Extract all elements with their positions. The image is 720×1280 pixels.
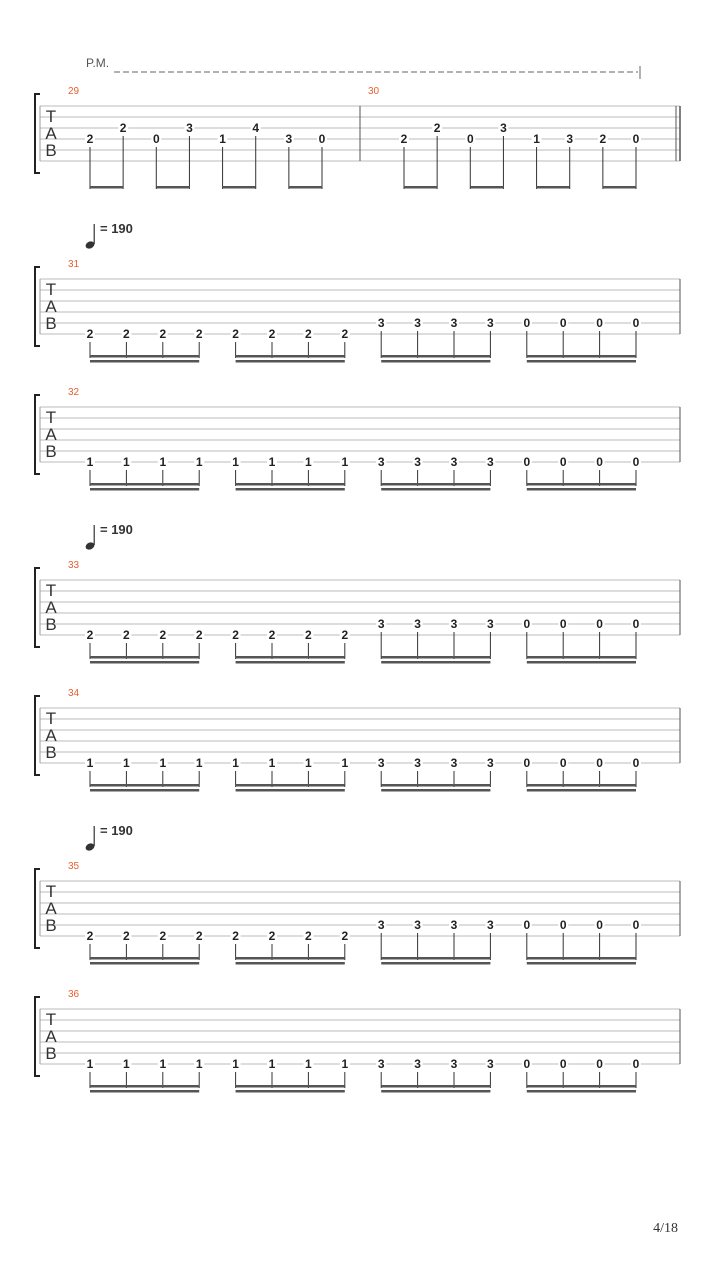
fret-number: 3 xyxy=(487,316,494,330)
fret-number: 1 xyxy=(219,132,226,146)
tab-system xyxy=(35,86,680,189)
fret-number: 2 xyxy=(268,327,276,341)
tab-clef-letter: T xyxy=(45,408,57,427)
measure xyxy=(360,86,641,189)
fret-number: 0 xyxy=(632,132,640,146)
fret-number: 3 xyxy=(414,455,421,469)
tab-clef-letter: A xyxy=(45,726,57,745)
beam xyxy=(90,186,123,189)
fret-number: 0 xyxy=(596,316,603,330)
fret-number: 1 xyxy=(305,455,312,469)
beam xyxy=(527,360,636,363)
beam xyxy=(527,661,636,664)
system-bracket xyxy=(35,267,40,346)
beam xyxy=(236,355,345,358)
beam xyxy=(90,1085,199,1088)
tab-clef-letter: T xyxy=(45,107,57,126)
fret-number: 3 xyxy=(414,1057,421,1071)
fret-number: 3 xyxy=(377,756,385,770)
fret-number: 0 xyxy=(632,918,640,932)
fret-number: 3 xyxy=(377,617,385,631)
tab-clef-letter: T xyxy=(45,882,57,901)
tab-clef-letter: B xyxy=(45,743,57,762)
fret-number: 1 xyxy=(159,756,167,770)
beam xyxy=(236,656,345,659)
fret-number: 3 xyxy=(285,132,293,146)
fret-number: 1 xyxy=(341,756,349,770)
beam xyxy=(381,784,490,787)
fret-number: 3 xyxy=(450,918,458,932)
fret-number: 0 xyxy=(596,1057,603,1071)
tab-clef-letter: B xyxy=(45,141,57,160)
beam xyxy=(381,483,490,486)
measure xyxy=(68,259,641,363)
beam xyxy=(236,1090,345,1093)
system-bracket xyxy=(35,568,40,647)
beam xyxy=(381,1090,490,1093)
beam xyxy=(527,789,636,792)
beam xyxy=(236,661,345,664)
fret-number: 1 xyxy=(305,1057,312,1071)
beam xyxy=(289,186,322,189)
tab-system xyxy=(35,989,680,1093)
fret-number: 1 xyxy=(232,455,239,469)
tempo-marking xyxy=(84,221,133,250)
fret-number: 2 xyxy=(305,327,312,341)
beam xyxy=(381,360,490,363)
beam xyxy=(381,962,490,965)
beam xyxy=(381,1085,490,1088)
fret-number: 0 xyxy=(632,316,640,330)
beam xyxy=(236,1085,345,1088)
fret-number: 1 xyxy=(232,756,239,770)
fret-number: 3 xyxy=(377,918,385,932)
fret-number: 0 xyxy=(523,617,531,631)
fret-number: 1 xyxy=(123,756,130,770)
fret-number: 1 xyxy=(268,1057,276,1071)
fret-number: 0 xyxy=(632,1057,640,1071)
fret-number: 0 xyxy=(523,455,531,469)
fret-number: 2 xyxy=(159,628,167,642)
fret-number: 2 xyxy=(599,132,607,146)
tempo-value: = 190 xyxy=(100,823,133,838)
beam xyxy=(90,784,199,787)
beam xyxy=(381,789,490,792)
system-bracket xyxy=(35,997,40,1076)
fret-number: 0 xyxy=(559,316,567,330)
tab-system xyxy=(35,387,680,491)
fret-number: 1 xyxy=(159,455,167,469)
fret-number: 0 xyxy=(152,132,160,146)
fret-number: 2 xyxy=(159,327,167,341)
page-number: 4/18 xyxy=(653,1221,678,1236)
tab-system xyxy=(35,823,680,965)
beam xyxy=(603,186,636,189)
fret-number: 0 xyxy=(596,756,603,770)
fret-number: 3 xyxy=(450,455,458,469)
tab-system xyxy=(35,688,680,792)
fret-number: 2 xyxy=(433,121,441,135)
tab-clef-letter: A xyxy=(45,425,57,444)
palm-mute-label: P.M. xyxy=(86,56,110,70)
tab-clef-letter: B xyxy=(45,1044,57,1063)
fret-number: 1 xyxy=(268,455,276,469)
beam xyxy=(470,186,503,189)
beam xyxy=(381,355,490,358)
fret-number: 2 xyxy=(341,929,349,943)
measure xyxy=(68,688,641,792)
fret-number: 3 xyxy=(414,316,421,330)
fret-number: 2 xyxy=(86,327,94,341)
fret-number: 3 xyxy=(414,918,421,932)
measure xyxy=(68,387,641,491)
fret-number: 0 xyxy=(523,316,531,330)
beam xyxy=(156,186,189,189)
fret-number: 4 xyxy=(252,121,260,135)
fret-number: 0 xyxy=(596,617,603,631)
fret-number: 0 xyxy=(559,617,567,631)
fret-number: 1 xyxy=(195,455,203,469)
fret-number: 2 xyxy=(86,132,94,146)
beam xyxy=(90,360,199,363)
system-bracket xyxy=(35,696,40,775)
fret-number: 1 xyxy=(268,756,276,770)
fret-number: 3 xyxy=(500,121,507,135)
beam xyxy=(527,1085,636,1088)
measure-number: 36 xyxy=(68,989,80,1000)
measure-number: 35 xyxy=(68,861,80,872)
fret-number: 0 xyxy=(466,132,474,146)
measure xyxy=(68,861,641,965)
system-bracket xyxy=(35,94,40,173)
beam xyxy=(236,784,345,787)
beam xyxy=(527,488,636,491)
fret-number: 1 xyxy=(305,756,312,770)
fret-number: 2 xyxy=(195,929,203,943)
fret-number: 2 xyxy=(195,628,203,642)
fret-number: 1 xyxy=(159,1057,167,1071)
fret-number: 3 xyxy=(487,756,494,770)
beam xyxy=(527,962,636,965)
beam xyxy=(90,355,199,358)
tab-clef-letter: B xyxy=(45,916,57,935)
fret-number: 0 xyxy=(523,918,531,932)
fret-number: 0 xyxy=(559,1057,567,1071)
tempo-value: = 190 xyxy=(100,522,133,537)
measure-number: 33 xyxy=(68,560,80,571)
fret-number: 0 xyxy=(523,756,531,770)
fret-number: 0 xyxy=(559,918,567,932)
beam xyxy=(90,483,199,486)
fret-number: 3 xyxy=(450,756,458,770)
fret-number: 0 xyxy=(596,455,603,469)
tab-system xyxy=(35,221,680,363)
beam xyxy=(236,483,345,486)
fret-number: 0 xyxy=(632,756,640,770)
system-bracket xyxy=(35,869,40,948)
beam xyxy=(236,488,345,491)
fret-number: 2 xyxy=(305,628,312,642)
tab-clef-letter: A xyxy=(45,598,57,617)
fret-number: 2 xyxy=(341,628,349,642)
beam xyxy=(404,186,437,189)
fret-number: 3 xyxy=(377,455,385,469)
palm-mute-marking xyxy=(86,56,640,79)
beam xyxy=(236,957,345,960)
beam xyxy=(90,488,199,491)
fret-number: 2 xyxy=(232,929,239,943)
beam xyxy=(90,957,199,960)
beam xyxy=(90,962,199,965)
tab-clef-letter: A xyxy=(45,899,57,918)
fret-number: 3 xyxy=(377,316,385,330)
fret-number: 1 xyxy=(123,455,130,469)
fret-number: 2 xyxy=(86,628,94,642)
tab-clef-letter: B xyxy=(45,442,57,461)
fret-number: 3 xyxy=(487,455,494,469)
fret-number: 0 xyxy=(596,918,603,932)
beam xyxy=(381,656,490,659)
tab-clef-letter: T xyxy=(45,581,57,600)
fret-number: 2 xyxy=(195,327,203,341)
beam xyxy=(236,360,345,363)
measure xyxy=(68,86,327,189)
measure-number: 34 xyxy=(68,688,80,699)
fret-number: 2 xyxy=(232,327,239,341)
beam xyxy=(527,355,636,358)
beam xyxy=(527,483,636,486)
fret-number: 3 xyxy=(450,1057,458,1071)
fret-number: 1 xyxy=(533,132,540,146)
beam xyxy=(537,186,570,189)
beam xyxy=(236,962,345,965)
fret-number: 3 xyxy=(450,617,458,631)
beam xyxy=(527,784,636,787)
measure-number: 29 xyxy=(68,86,80,97)
fret-number: 3 xyxy=(414,617,421,631)
tempo-marking xyxy=(84,823,133,852)
beam xyxy=(527,656,636,659)
tab-clef-letter: T xyxy=(45,1010,57,1029)
tab-clef-letter: B xyxy=(45,615,57,634)
fret-number: 3 xyxy=(487,1057,494,1071)
tab-clef-letter: B xyxy=(45,314,57,333)
fret-number: 1 xyxy=(86,756,94,770)
tab-clef-letter: A xyxy=(45,297,57,316)
fret-number: 1 xyxy=(341,1057,349,1071)
fret-number: 3 xyxy=(487,918,494,932)
fret-number: 0 xyxy=(632,455,640,469)
fret-number: 2 xyxy=(232,628,239,642)
fret-number: 2 xyxy=(123,628,130,642)
fret-number: 2 xyxy=(119,121,127,135)
fret-number: 3 xyxy=(186,121,193,135)
fret-number: 1 xyxy=(86,1057,94,1071)
fret-number: 1 xyxy=(123,1057,130,1071)
fret-number: 1 xyxy=(195,756,203,770)
fret-number: 2 xyxy=(268,628,276,642)
tab-system xyxy=(35,522,680,664)
system-bracket xyxy=(35,395,40,474)
fret-number: 0 xyxy=(559,455,567,469)
tab-clef-letter: T xyxy=(45,280,57,299)
measure-number: 31 xyxy=(68,259,80,270)
fret-number: 3 xyxy=(487,617,494,631)
fret-number: 0 xyxy=(559,756,567,770)
fret-number: 2 xyxy=(123,327,130,341)
beam xyxy=(223,186,256,189)
beam xyxy=(527,1090,636,1093)
fret-number: 0 xyxy=(523,1057,531,1071)
fret-number: 1 xyxy=(86,455,94,469)
measure xyxy=(68,560,641,664)
tempo-marking xyxy=(84,522,133,551)
fret-number: 2 xyxy=(123,929,130,943)
fret-number: 1 xyxy=(195,1057,203,1071)
fret-number: 3 xyxy=(450,316,458,330)
fret-number: 2 xyxy=(400,132,408,146)
fret-number: 0 xyxy=(632,617,640,631)
measure-number: 32 xyxy=(68,387,80,398)
fret-number: 1 xyxy=(341,455,349,469)
beam xyxy=(90,1090,199,1093)
fret-number: 3 xyxy=(377,1057,385,1071)
beam xyxy=(236,789,345,792)
tab-clef-letter: A xyxy=(45,124,57,143)
tab-clef-letter: A xyxy=(45,1027,57,1046)
fret-number: 2 xyxy=(86,929,94,943)
beam xyxy=(90,789,199,792)
fret-number: 2 xyxy=(341,327,349,341)
fret-number: 2 xyxy=(159,929,167,943)
fret-number: 3 xyxy=(566,132,574,146)
measure-number: 30 xyxy=(368,86,380,97)
fret-number: 2 xyxy=(305,929,312,943)
measure xyxy=(68,989,641,1093)
fret-number: 1 xyxy=(232,1057,239,1071)
beam xyxy=(381,661,490,664)
beam xyxy=(381,488,490,491)
beam xyxy=(90,656,199,659)
tab-clef-letter: T xyxy=(45,709,57,728)
beam xyxy=(90,661,199,664)
tempo-value: = 190 xyxy=(100,221,133,236)
beam xyxy=(381,957,490,960)
beam xyxy=(527,957,636,960)
fret-number: 0 xyxy=(318,132,326,146)
fret-number: 3 xyxy=(414,756,421,770)
fret-number: 2 xyxy=(268,929,276,943)
